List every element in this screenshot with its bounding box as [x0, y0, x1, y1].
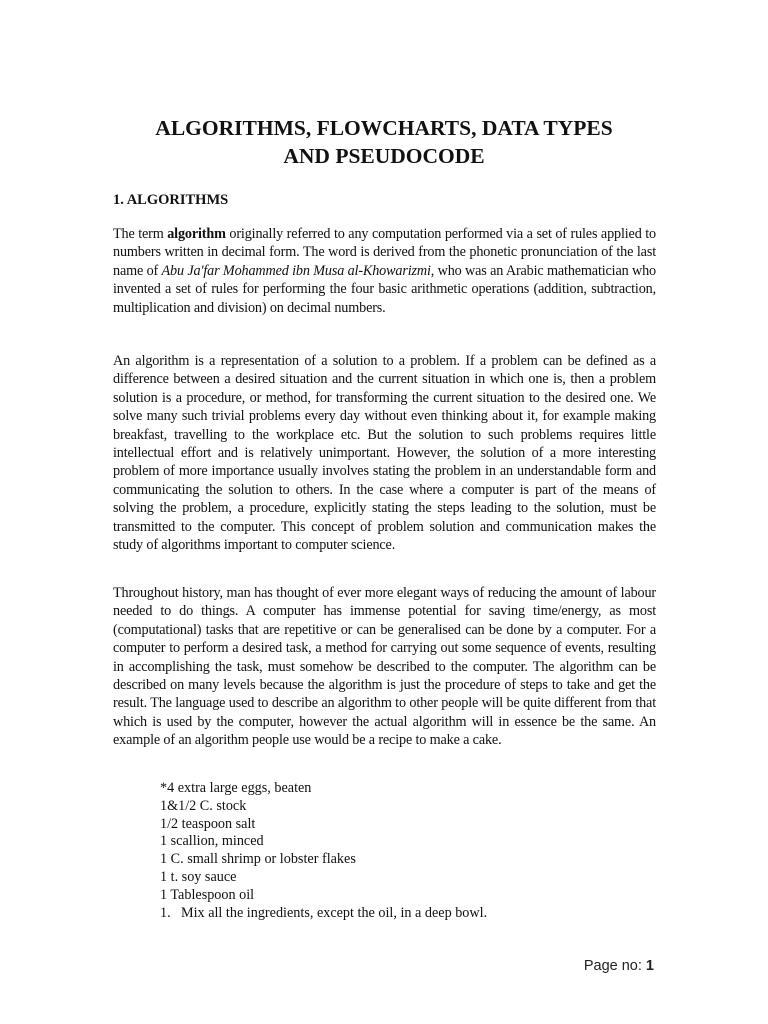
p1-name: Abu Ja'far Mohammed ibn Musa al-Khowarizmi	[161, 262, 431, 279]
recipe-item: 1 C. small shrimp or lobster flakes	[160, 851, 356, 868]
title-line-2: AND PSEUDOCODE	[283, 144, 485, 168]
recipe-list	[160, 780, 487, 922]
p1-lead: The term	[113, 226, 168, 242]
page-number: 1	[645, 958, 654, 974]
recipe-item: 1&1/2 C. stock	[160, 797, 247, 814]
paragraph-2: An algorithm is a representation of a solution to a problem. If a problem can be defined as a difference between a desired situation and the current situation in which one is, then a problem solution is a procedure, or method, for transforming the current situation to the desired one. We solve many such trivial problems every day without even thinking about it, for example making breakfast, travelling to the workplace etc. But the solution to such problems requires little intellectual effort and is relatively unimportant. However, the solution of a more interesting problem of more importance usually involves stating the problem in an understandable form and communicating the solution to others. In the case where a computer is part of the means of solving the problem, a procedure, explicitly stating the steps leading to the solution, must be transmitted to the computer. This concept of problem solution and communication makes the study of algorithms important to computer science.	[113, 353, 656, 554]
recipe-step	[160, 905, 487, 923]
recipe-item: 1/2 teaspoon salt	[160, 815, 256, 832]
page-footer	[584, 958, 654, 974]
paragraph-1	[113, 225, 656, 317]
title-line-1: ALGORITHMS, FLOWCHARTS, DATA TYPES	[155, 116, 613, 140]
p1-tail: , who was an Arabic mathematician who invented a set of rules for performing the four basic arithmetic operations (addition, subtraction, multiplication and division) on decimal numbers.	[113, 262, 656, 316]
section-heading: 1. ALGORITHMS	[113, 192, 229, 208]
document-title	[0, 114, 768, 170]
p1-mid: originally referred to any computation performed via a set of rules applied to numbers written in decimal form. The word is derived from the phonetic pronunciation of the last name of	[113, 226, 656, 279]
recipe-step-number: 1.	[160, 904, 171, 921]
p1-term: algorithm	[167, 226, 226, 242]
paragraph-3: Throughout history, man has thought of ever more elegant ways of reducing the amount of labour needed to do things. A computer has immense potential for saving time/energy, as most (computational) tasks that are repetitive or can be generalised can be done by a computer. For a computer to perform a desired task, a method for carrying out some sequence of events, resulting in accomplishing the task, must somehow be described to the computer. The algorithm can be described on many levels because the algorithm is just the procedure of steps to take and get the result. The language used to describe an algorithm to other people will be quite different from that which is used by the computer, however the actual algorithm will in essence be the same. An example of an algorithm people use would be a recipe to make a cake.	[113, 585, 656, 749]
recipe-item: 1 scallion, minced	[160, 833, 264, 850]
recipe-step-text: Mix all the ingredients, except the oil, in a deep bowl.	[181, 904, 488, 921]
recipe-item: *4 extra large eggs, beaten	[160, 780, 312, 796]
recipe-item: 1 Tablespoon oil	[160, 886, 255, 903]
page-number-label: Page no:	[583, 958, 646, 974]
recipe-item: 1 t. soy sauce	[160, 868, 237, 885]
